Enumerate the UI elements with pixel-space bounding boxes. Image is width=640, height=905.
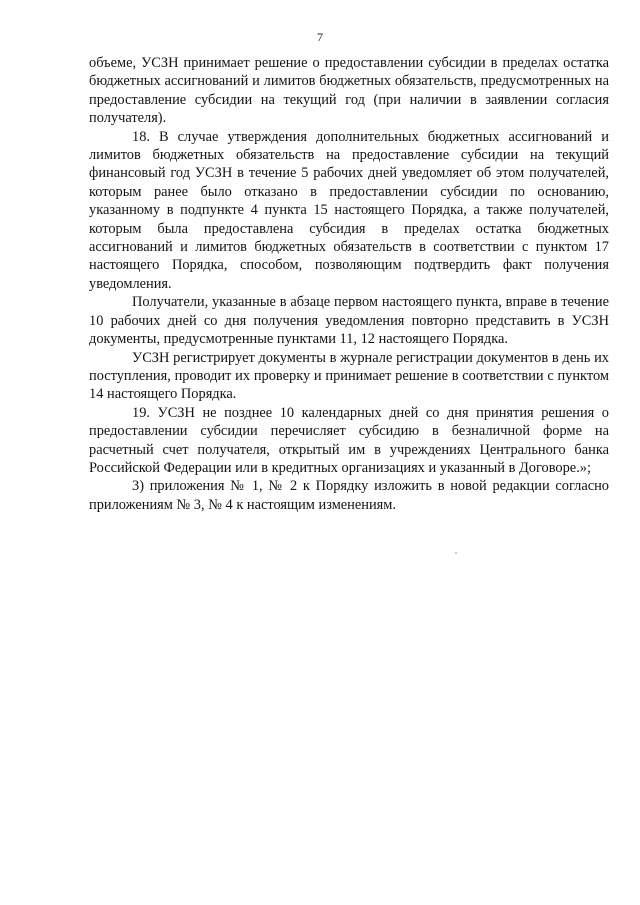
paragraph-recipients-resubmission: Получатели, указанные в абзаце первом настоящего пункта, вправе в течение 10 рабочих дней со дня получения уведомления повторно представить в УСЗН документы, предусмотренные пунктами 11, 12 настоящего Порядка. <box>89 294 609 348</box>
paragraph-subitem-3: 3) приложения № 1, № 2 к Порядку изложить в новой редакции согласно приложениям № 3, № 4 к настоящим изменениям. <box>89 478 609 513</box>
paragraph-item-18: 18. В случае утверждения дополнительных бюджетных ассигнований и лимитов бюджетных обязательств на предоставление субсидии на текущий финансовый год УСЗН в течение 5 рабочих дней уведомляет об этом получателей, которым ранее было отказано в предоставлении субсидии по основанию, указанному в подпункте 4 пункта 15 настоящего Порядка, а также получателей, которым была предоставлена субсидия в пределах остатка бюджетных ассигнований и лимитов бюджетных обязательств в соответствии с пунктом 17 настоящего Порядка, способом, позволяющим подтвердить факт получения уведомления. <box>89 128 609 292</box>
document-body <box>89 54 609 514</box>
scan-speck <box>455 552 457 554</box>
paragraph-item-19: 19. УСЗН не позднее 10 календарных дней со дня принятия решения о предоставлении субсидии перечисляет субсидию в безналичной форме на расчетный счет получателя, открытый им в учреждениях Центрального банка Российской Федерации или в кредитных организациях и указанный в Договоре.»; <box>89 404 609 476</box>
paragraph-registration: УСЗН регистрирует документы в журнале регистрации документов в день их поступления, проводит их проверку и принимает решение в соответствии с пунктом 14 настоящего Порядка. <box>89 349 609 403</box>
page-number: 7 <box>317 30 323 44</box>
paragraph-continuation: объеме, УСЗН принимает решение о предоставлении субсидии в пределах остатка бюджетных ассигнований и лимитов бюджетных обязательств, предусмотренных на предоставление субсидии на текущий год (при наличии в заявлении согласия получателя). <box>89 55 609 127</box>
